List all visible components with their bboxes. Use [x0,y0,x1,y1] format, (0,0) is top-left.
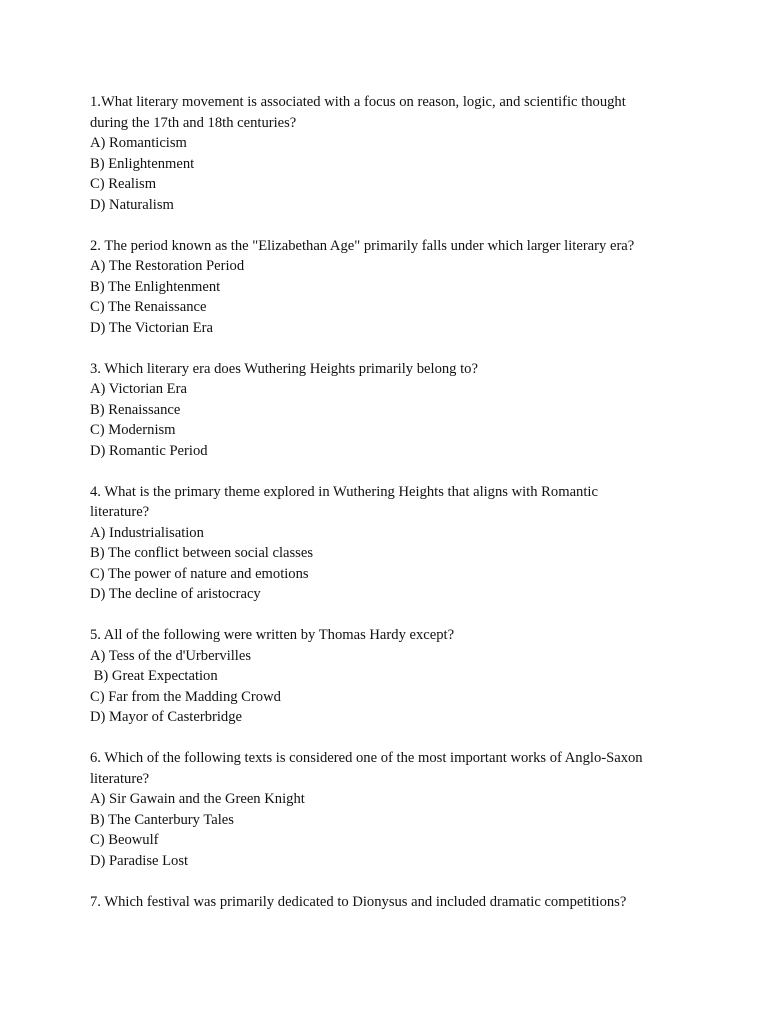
question-5 [90,625,690,728]
question-stem: 2. The period known as the "Elizabethan Age" primarily falls under which larger literary era? [90,237,635,254]
answer-option: D) Paradise Lost [90,852,189,869]
answer-option: C) The power of nature and emotions [90,565,309,582]
question-stem: 3. Which literary era does Wuthering Heights primarily belong to? [90,360,478,377]
answer-option: A) Victorian Era [90,381,187,397]
question-6 [90,748,690,871]
question-3 [90,359,690,462]
question-1 [90,92,690,215]
answer-option: D) The Victorian Era [90,319,213,336]
question-4 [90,482,690,605]
question-stem: 7. Which festival was primarily dedicated to Dionysus and included dramatic competitions? [90,893,627,910]
answer-option: D) The decline of aristocracy [90,586,261,602]
answer-option: C) The Renaissance [90,299,207,315]
question-stem: literature? [90,770,150,787]
quiz-document [90,92,690,933]
question-7 [90,892,690,913]
answer-option: B) Renaissance [90,401,181,418]
answer-option: A) Industrialisation [90,524,204,541]
question-stem: literature? [90,504,150,520]
answer-option: D) Mayor of Casterbridge [90,709,242,725]
question-stem: 4. What is the primary theme explored in Wuthering Heights that aligns with Romantic [90,483,598,500]
question-2 [90,236,690,339]
answer-option: B) Enlightenment [90,155,195,172]
answer-option: B) The conflict between social classes [90,545,314,561]
answer-option: D) Naturalism [90,196,174,213]
answer-option: C) Realism [90,176,157,192]
answer-option: B) Great Expectation [90,668,218,684]
answer-option: A) The Restoration Period [90,258,245,274]
answer-option: C) Modernism [90,422,176,438]
answer-option: B) The Enlightenment [90,278,221,295]
question-stem: 6. Which of the following texts is considered one of the most important works of Anglo-Saxon [90,750,643,766]
question-stem: 5. All of the following were written by Thomas Hardy except? [90,627,455,643]
answer-option: A) Tess of the d'Urbervilles [90,647,252,664]
answer-option: A) Romanticism [90,135,187,151]
answer-option: B) The Canterbury Tales [90,811,234,828]
question-stem: 1.What literary movement is associated with a focus on reason, logic, and scientific thought [90,94,626,110]
question-stem: during the 17th and 18th centuries? [90,114,297,131]
answer-option: C) Beowulf [90,832,159,848]
answer-option: A) Sir Gawain and the Green Knight [90,791,305,807]
answer-option: C) Far from the Madding Crowd [90,688,281,705]
answer-option: D) Romantic Period [90,442,208,459]
